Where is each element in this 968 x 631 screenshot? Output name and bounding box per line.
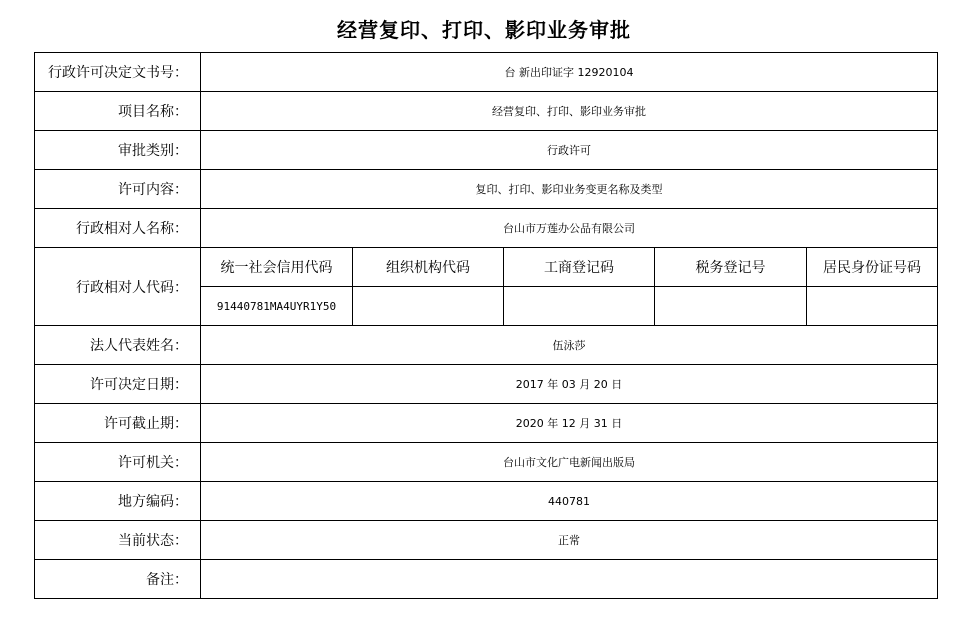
row-label: 许可截止期： [35,404,201,443]
code-value [504,287,655,326]
row-value: 440781 [201,482,938,521]
code-header: 税务登记号 [655,248,807,287]
page-title: 经营复印、打印、影印业务审批 [337,18,631,42]
row-label: 当前状态： [35,521,201,560]
row-label: 行政相对人名称： [35,209,201,248]
row-label: 地方编码： [35,482,201,521]
row-issuing-authority [35,443,938,482]
approval-table [34,52,938,599]
row-label: 许可内容： [35,170,201,209]
code-header: 工商登记码 [504,248,655,287]
row-value: 复印、打印、影印业务变更名称及类型 [201,170,938,209]
row-label: 许可机关： [35,443,201,482]
row-counterparty-code-headers [35,248,938,287]
row-label: 审批类别： [35,131,201,170]
row-value: 台 新出印证字 12920104 [201,53,938,92]
row-counterparty-name [35,209,938,248]
row-local-code [35,482,938,521]
row-value: 伍泳莎 [201,326,938,365]
code-value [655,287,807,326]
row-expiry-date [35,404,938,443]
row-value [201,560,938,599]
row-value: 2020 年 12 月 31 日 [201,404,938,443]
code-value [353,287,504,326]
row-approval-category [35,131,938,170]
row-value: 行政许可 [201,131,938,170]
row-value: 正常 [201,521,938,560]
row-current-status [35,521,938,560]
row-label: 行政许可决定文书号： [35,53,201,92]
row-value: 台山市文化广电新闻出版局 [201,443,938,482]
row-project-name [35,92,938,131]
row-label: 法人代表姓名： [35,326,201,365]
row-label: 备注： [35,560,201,599]
row-label: 项目名称： [35,92,201,131]
row-remarks [35,560,938,599]
code-header: 组织机构代码 [353,248,504,287]
row-legal-representative [35,326,938,365]
row-label: 许可决定日期： [35,365,201,404]
code-value [807,287,938,326]
code-value: 91440781MA4UYR1Y50 [201,287,353,326]
row-label: 行政相对人代码： [35,248,201,326]
row-value: 2017 年 03 月 20 日 [201,365,938,404]
row-decision-date [35,365,938,404]
row-document-number [35,53,938,92]
row-value: 经营复印、打印、影印业务审批 [201,92,938,131]
code-header: 居民身份证号码 [807,248,938,287]
row-value: 台山市万莲办公品有限公司 [201,209,938,248]
code-header: 统一社会信用代码 [201,248,353,287]
row-license-content [35,170,938,209]
